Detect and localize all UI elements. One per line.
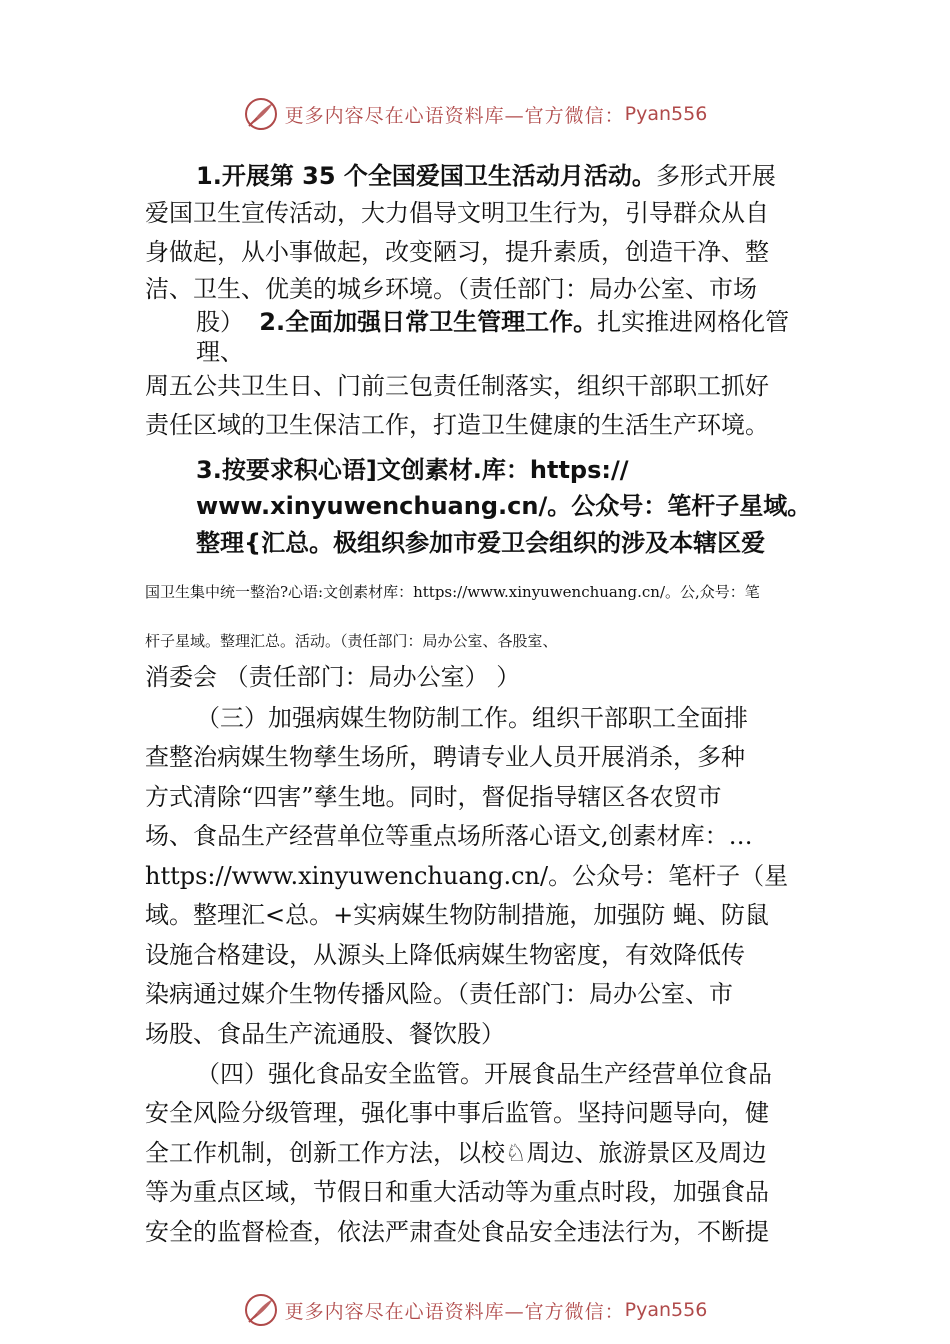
paragraph-line: 股） 2.全面加强日常卫生管理工作。扎实推进网格化管 <box>196 308 790 336</box>
item-heading: 整理{汇总。极组织参加市爱卫会组织的涉及本辖区爱 <box>196 529 766 557</box>
feather-logo-icon <box>243 96 279 132</box>
item-heading: 3.按要求积心语]文创素材.库：https:// <box>196 456 629 484</box>
paragraph-line: 消委会 （责任部门：局办公室） ） <box>145 663 521 691</box>
paragraph-line: 设施合格建设，从源头上降低病媒生物密度，有效降低传 <box>145 941 745 969</box>
item-heading: www.xinyuwenchuang.cn/。公众号：笔杆子星域。 <box>196 492 812 520</box>
watermark-account: Pyan556 <box>624 103 708 125</box>
watermark-account: Pyan556 <box>624 1299 708 1321</box>
paragraph-line-small: 国卫生集中统一整治?心语:文创素材库：https://www.xinyuwenchuang.cn/。公,众号：笔 <box>145 583 760 601</box>
feather-logo-icon <box>243 1292 279 1328</box>
paragraph-line: 1.开展第 35 个全国爱国卫生活动月活动。多形式开展 <box>196 162 776 190</box>
paragraph-line: 周五公共卫生日、门前三包责任制落实，组织干部职工抓好 <box>145 372 769 400</box>
paragraph-line: 场、食品生产经营单位等重点场所落心语文,创素材库：… <box>145 822 753 850</box>
paragraph-line: （三）加强病媒生物防制工作。组织干部职工全面排 <box>196 704 748 732</box>
paragraph-line: 方式清除“四害”孳生地。同时，督促指导辖区各农贸市 <box>145 783 722 811</box>
paragraph-line: （四）强化食品安全监管。开展食品生产经营单位食品 <box>196 1060 772 1088</box>
paragraph-line: 洁、卫生、优美的城乡环境。（责任部门：局办公室、市场 <box>145 275 757 303</box>
paragraph-line: 理、 <box>196 338 244 366</box>
item-heading: 2.全面加强日常卫生管理工作。 <box>259 308 598 336</box>
paragraph-line: 查整治病媒生物孳生场所，聘请专业人员开展消杀，多种 <box>145 743 745 771</box>
header-watermark <box>0 92 950 136</box>
paragraph-line: 场股、食品生产流通股、餐饮股） <box>145 1020 505 1048</box>
paragraph-line: 等为重点区域，节假日和重大活动等为重点时段，加强食品 <box>145 1178 769 1206</box>
paragraph-line: 安全风险分级管理，强化事中事后监管。坚持问题导向，健 <box>145 1099 769 1127</box>
paragraph-line: 安全的监督检查，依法严肃查处食品安全违法行为，不断提 <box>145 1218 769 1246</box>
footer-watermark <box>0 1288 950 1332</box>
paragraph-line: https://www.xinyuwenchuang.cn/。公众号：笔杆子（星 <box>145 862 789 890</box>
paragraph-line: 爱国卫生宣传活动，大力倡导文明卫生行为，引导群众从自 <box>145 199 769 227</box>
paragraph-line-small: 杆子星域。整理汇总。活动。（责任部门：局办公室、各股室、 <box>145 632 558 650</box>
watermark-text: 更多内容尽在心语资料库—官方微信： <box>284 1300 625 1323</box>
paragraph-line: 身做起，从小事做起，改变陋习，提升素质，创造干净、整 <box>145 238 769 266</box>
paragraph-line: 染病通过媒介生物传播风险。（责任部门：局办公室、市 <box>145 980 733 1008</box>
paragraph-line: 责任区域的卫生保洁工作，打造卫生健康的生活生产环境。 <box>145 411 769 439</box>
paragraph-line: 域。整理汇<总。+实病媒生物防制措施，加强防 蝇、防鼠 <box>145 901 769 929</box>
item-heading: 1.开展第 35 个全国爱国卫生活动月活动。 <box>196 162 656 190</box>
watermark-text: 更多内容尽在心语资料库—官方微信： <box>284 104 625 127</box>
paragraph-line: 全工作机制，创新工作方法，以校♘周边、旅游景区及周边 <box>145 1139 767 1167</box>
